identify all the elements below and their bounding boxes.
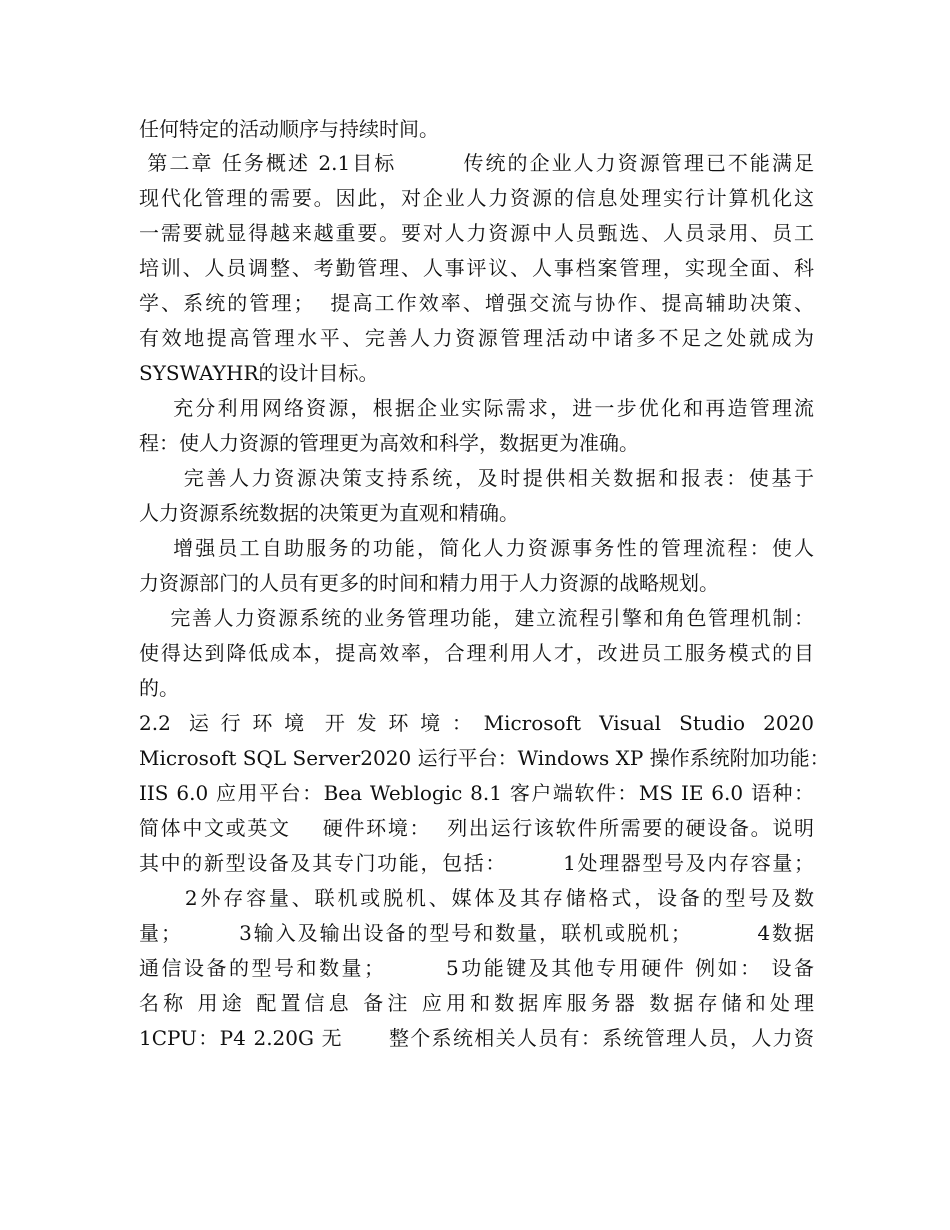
text-line: 简体中文或英文 硬件环境： 列出运行该软件所需要的硬设备。说明: [139, 816, 814, 840]
text-line: 名称 用途 配置信息 备注 应用和数据库服务器 数据存储和处理: [139, 991, 814, 1015]
text-line: 培训、人员调整、考勤管理、人事评议、人事档案管理，实现全面、科: [139, 256, 814, 280]
text-line: 量； 3输入及输出设备的型号和数量，联机或脱机； 4数据: [139, 921, 814, 945]
text-line: SYSWAYHR的设计目标。: [139, 361, 379, 385]
text-line: 2.2 运 行 环 境 开 发 环 境 ： Microsoft Visual Studio 2020: [139, 711, 814, 735]
text-line: 第二章 任务概述 2.1目标 传统的企业人力资源管理已不能满足: [139, 151, 814, 175]
text-line: 力资源部门的人员有更多的时间和精力用于人力资源的战略规划。: [139, 571, 719, 595]
text-line: 任何特定的活动顺序与持续时间。: [139, 117, 439, 141]
text-line: 一需要就显得越来越重要。要对人力资源中人员甄选、人员录用、员工: [139, 221, 814, 245]
text-line: 其中的新型设备及其专门功能，包括： 1处理器型号及内存容量；: [139, 851, 814, 875]
text-line: 程：使人力资源的管理更为高效和科学，数据更为准确。: [139, 431, 639, 455]
text-line: 的。: [139, 676, 179, 700]
text-line: 1CPU：P4 2.20G 无 整个系统相关人员有：系统管理人员，人力资: [139, 1026, 814, 1050]
text-line: 增强员工自助服务的功能，简化人力资源事务性的管理流程：使人: [139, 536, 814, 560]
text-line: 完善人力资源决策支持系统，及时提供相关数据和报表：使基于: [139, 466, 814, 490]
text-line: IIS 6.0 应用平台：Bea Weblogic 8.1 客户端软件：MS IE 6.0 语种：: [139, 781, 814, 805]
text-line: Microsoft SQL Server2020 运行平台：Windows XP 操作系统附加功能：: [139, 746, 830, 770]
text-line: 人力资源系统数据的决策更为直观和精确。: [139, 501, 519, 525]
text-line: 2外存容量、联机或脱机、媒体及其存储格式，设备的型号及数: [139, 886, 814, 910]
text-line: 有效地提高管理水平、完善人力资源管理活动中诸多不足之处就成为: [139, 326, 814, 350]
text-line: 现代化管理的需要。因此，对企业人力资源的信息处理实行计算机化这: [139, 186, 814, 210]
text-line: 学、系统的管理； 提高工作效率、增强交流与协作、提高辅助决策、: [139, 291, 814, 315]
text-line: 通信设备的型号和数量； 5功能键及其他专用硬件 例如： 设备: [139, 956, 814, 980]
text-line: 充分利用网络资源，根据企业实际需求，进一步优化和再造管理流: [139, 396, 814, 420]
text-line: 完善人力资源系统的业务管理功能，建立流程引擎和角色管理机制：: [139, 606, 814, 630]
text-line: 使得达到降低成本，提高效率，合理利用人才，改进员工服务模式的目: [139, 641, 814, 665]
